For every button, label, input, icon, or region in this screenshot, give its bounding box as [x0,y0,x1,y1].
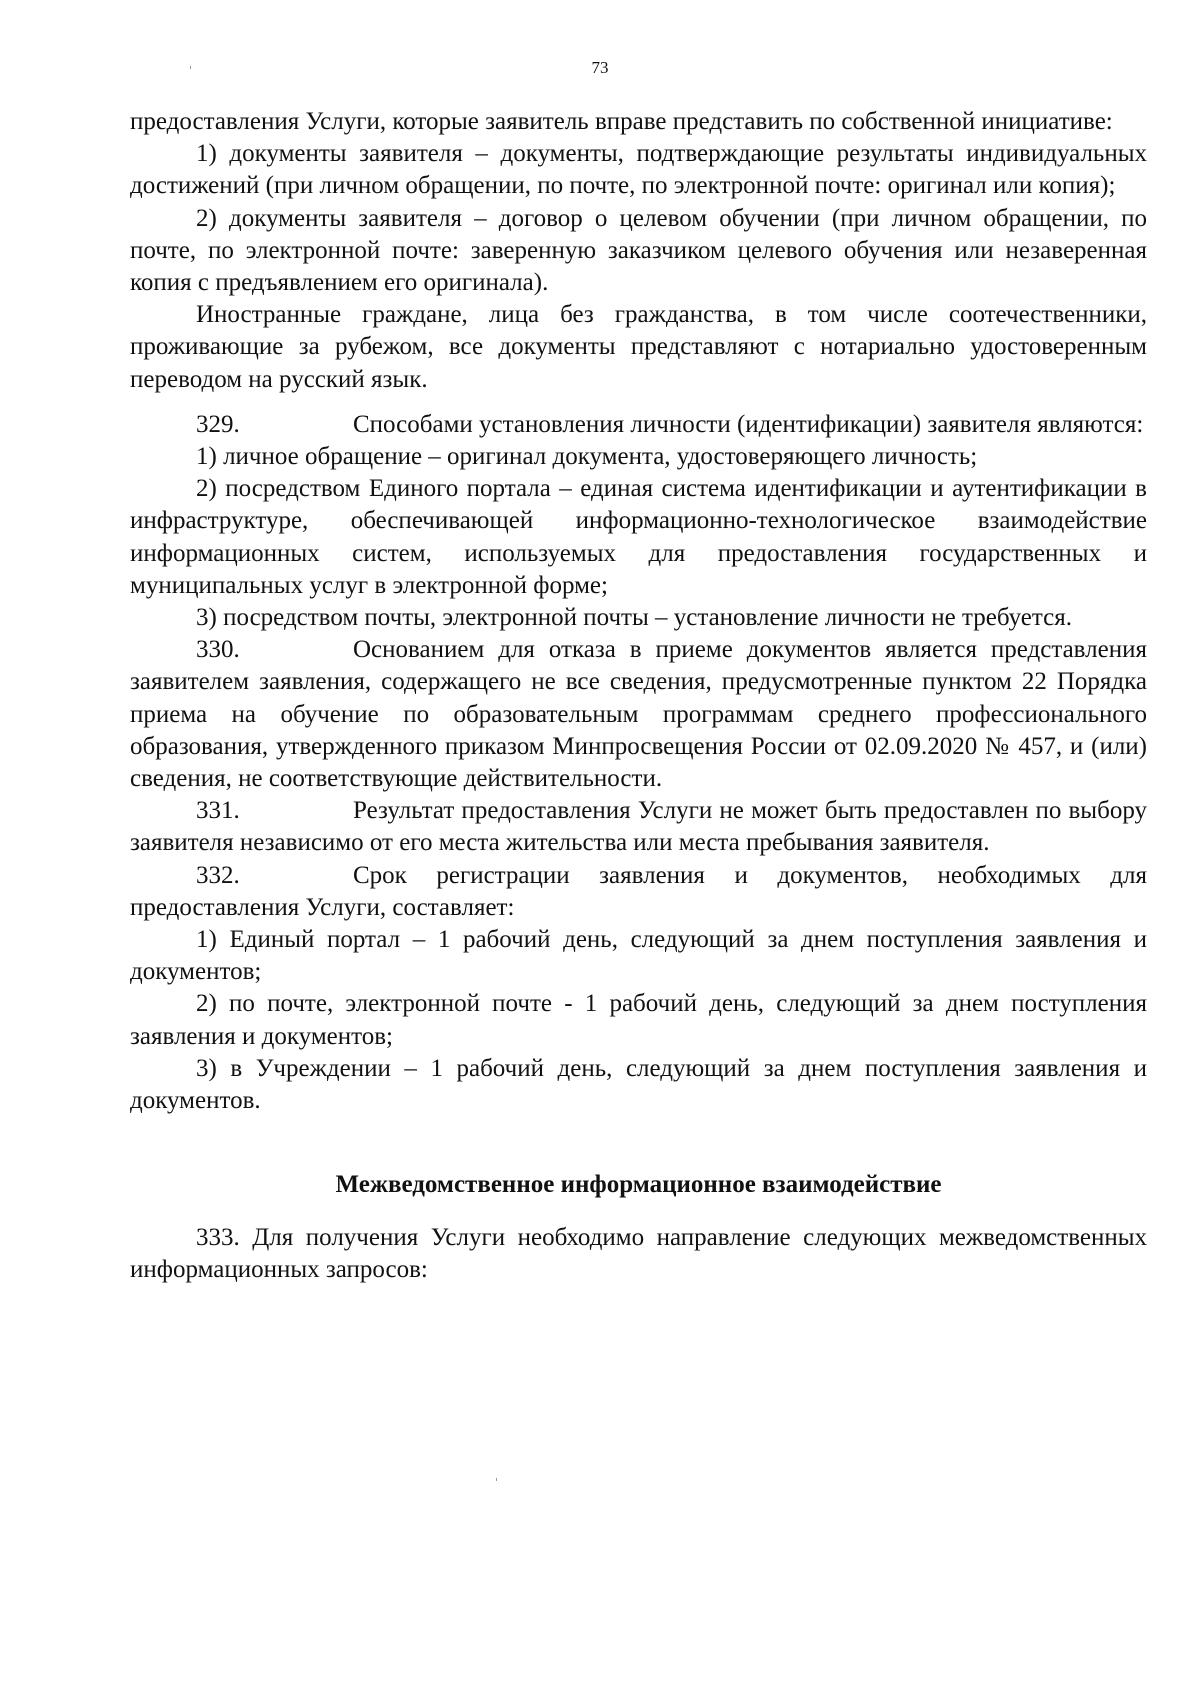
paragraph-number: 331. [196,797,240,825]
paragraph-number: 332. [196,861,240,889]
paragraph-text: Основанием для отказа в приеме документов является представления заявителем заявления, содержащего не все сведения, предусмотренные пунктом 22 Порядка приема на обучение по образовательным программам среднего профессионального образования, утвержденного приказом Минпросвещения России от 02.09.2020 № 457, и (или) сведения, не соответствующие действительности. [130,636,1147,793]
list-item: 1) Единый портал – 1 рабочий день, следующий за днем поступления заявления и документов; [130,926,1147,986]
paragraph-text: Срок регистрации заявления и документов, необходимых для предоставления Услуги, составляет: [130,861,1147,921]
document-body [130,106,1147,1286]
paragraph-number: 329. [196,410,240,438]
numbered-paragraph [130,860,1147,924]
numbered-paragraph [130,409,1147,441]
numbered-paragraph [130,795,1147,859]
list-item: 2) по почте, электронной почте - 1 рабочий день, следующий за днем поступления заявления и документов; [130,990,1147,1050]
section-heading: Межведомственное информационное взаимодействие [335,1171,942,1199]
paragraph-number: 330. [196,636,240,664]
paragraph-text: Способами установления личности (идентификации) заявителя являются: [353,410,1144,438]
list-item: 2) посредством Единого портала – единая система идентификации и аутентификации в инфраструктуре, обеспечивающей информационно-технологическое взаимодействие информационных систем, используемых для предоставления государственных и муниципальных услуг в электронной форме; [130,475,1147,599]
list-item: 1) документы заявителя – документы, подтверждающие результаты индивидуальных достижений (при личном обращении, по почте, по электронной почте: оригинал или копия); [130,140,1147,200]
list-item: 3) в Учреждении – 1 рабочий день, следующий за днем поступления заявления и документов. [130,1054,1147,1115]
numbered-paragraph [130,634,1147,795]
list-item: 1) личное обращение – оригинал документа, удостоверяющего личность; [196,443,978,471]
paragraph: Иностранные граждане, лица без гражданства, в том числе соотечественники, проживающие за рубежом, все документы представляют с нотариально удостоверенным переводом на русский язык. [130,301,1147,393]
numbered-paragraph: 333. Для получения Услуги необходимо направление следующих межведомственных информационных запросов: [130,1223,1147,1283]
paragraph-text: Результат предоставления Услуги не может быть предоставлен по выбору заявителя независимо от его места жительства или места пребывания заявителя. [130,797,1147,857]
paragraph: предоставления Услуги, которые заявитель вправе представить по собственной инициативе: [130,108,1113,135]
list-item: 3) посредством почты, электронной почты – установление личности не требуется. [196,604,1072,632]
scan-speck [190,66,191,69]
page-number: 73 [591,58,609,77]
scan-speck [496,1478,497,1481]
list-item: 2) документы заявителя – договор о целевом обучении (при личном обращении, по почте, по электронной почте: заверенную заказчиком целевого обучения или незаверенная копия с предъявлением его оригинала). [130,204,1147,297]
